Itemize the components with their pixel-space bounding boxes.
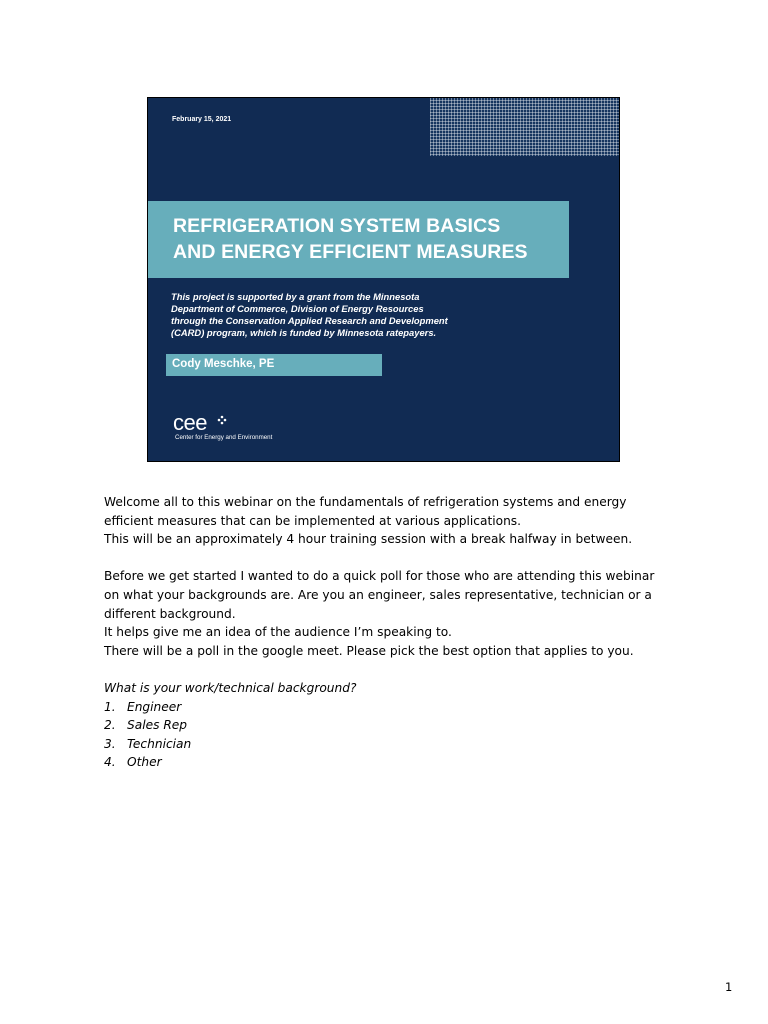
page-number: 1 — [725, 980, 733, 994]
poll-option — [104, 753, 704, 772]
grant-line: through the Conservation Applied Research and Development — [171, 315, 448, 326]
poll-option — [104, 698, 704, 717]
notes-line: Before we get started I wanted to do a quick poll for those who are attending this webinar — [104, 569, 655, 584]
poll-option — [104, 735, 704, 754]
grid-pattern-decoration — [430, 98, 620, 156]
paragraph-spacer — [104, 549, 704, 568]
poll-option-number: 2. — [104, 718, 116, 733]
poll-option-number: 4. — [104, 755, 116, 770]
poll-option-label: Sales Rep — [127, 718, 188, 733]
notes-line: Welcome all to this webinar on the fundamentals of refrigeration systems and energy — [104, 495, 627, 509]
slide-title-line-2: AND ENERGY EFFICIENT MEASURES — [173, 241, 528, 263]
poll-option-label: Other — [127, 755, 162, 770]
poll-option-label: Technician — [127, 736, 192, 751]
cee-logo — [172, 412, 292, 450]
notes-line: efficient measures that can be implemented at various applications. — [104, 513, 522, 528]
grant-statement — [171, 291, 501, 339]
logo-wordmark: cee — [173, 410, 207, 435]
notes-line: It helps give me an idea of the audience I’m speaking to. — [104, 625, 452, 640]
notes-line: on what your backgrounds are. Are you an engineer, sales representative, technician or a — [104, 587, 652, 602]
poll-question: What is your work/technical background? — [104, 680, 357, 695]
poll-option-label: Engineer — [127, 699, 182, 714]
speaker-notes — [104, 493, 704, 772]
logo-dots-icon — [217, 415, 227, 425]
paragraph-spacer — [104, 660, 704, 679]
poll-option — [104, 716, 704, 735]
poll-option-number: 3. — [104, 736, 116, 751]
author-box — [166, 354, 382, 376]
poll-option-number: 1. — [104, 699, 116, 714]
author-name: Cody Meschke, PE — [172, 358, 275, 370]
logo-subtitle: Center for Energy and Environment — [175, 434, 273, 441]
notes-line: different background. — [104, 606, 236, 621]
grant-line: This project is supported by a grant from the Minnesota — [171, 291, 420, 302]
grant-line: Department of Commerce, Division of Energy Resources — [171, 303, 424, 314]
grant-line: (CARD) program, which is funded by Minnesota ratepayers. — [171, 327, 437, 338]
slide-thumbnail — [147, 97, 620, 462]
slide-date: February 15, 2021 — [172, 116, 232, 123]
notes-line: This will be an approximately 4 hour training session with a break halfway in between. — [104, 532, 633, 547]
slide-title-box — [148, 201, 569, 278]
notes-line: There will be a poll in the google meet. Please pick the best option that applies to you. — [104, 643, 634, 658]
slide-title-line-1: REFRIGERATION SYSTEM BASICS — [173, 215, 501, 237]
